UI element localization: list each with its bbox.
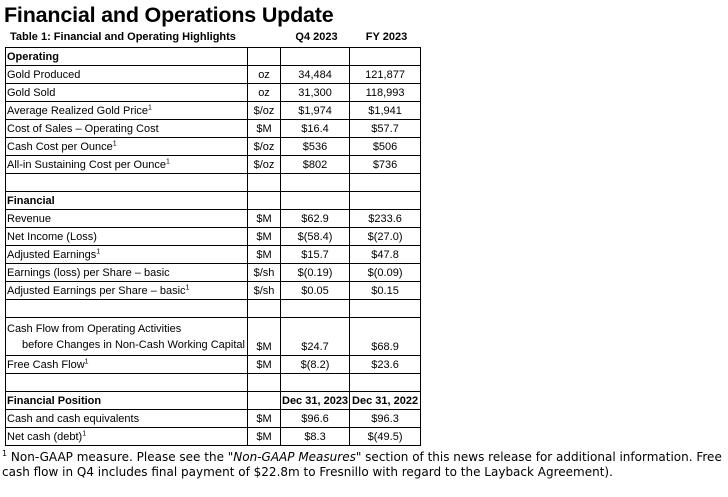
q4-2023-value-cell: $62.9 — [281, 210, 350, 228]
fy-2023-value-cell: 121,877 — [350, 66, 421, 84]
q4-2023-value-cell: $802 — [281, 156, 350, 174]
fy-2023-value-cell: $96.3 — [350, 410, 421, 428]
row-label-cell: Average Realized Gold Price$^1$ — [6, 102, 248, 120]
fy-2023-value-cell: 118,993 — [350, 84, 421, 102]
unit-cell: $/oz — [248, 102, 281, 120]
q4-2023-value-cell: $8.3 — [281, 428, 350, 446]
row-label-cell: All-in Sustaining Cost per Ounce$^1$ — [6, 156, 248, 174]
q4-2023-value-cell — [281, 374, 350, 392]
footnote-marker: 1 — [84, 357, 89, 365]
footnote-italic-text: Non-GAAP Measures — [233, 450, 356, 464]
table-row — [6, 318, 421, 356]
table-header-row — [5, 30, 728, 47]
table-row — [6, 192, 421, 210]
footnote-marker: 1 — [112, 139, 117, 147]
footnote-text: Non-GAAP measure. Please see the " — [7, 450, 234, 464]
row-label-line1: Cash Flow from Operating Activities — [7, 322, 182, 335]
footnote-text: " section of this news release for additional information. Free cash flow in Q4 includes final payment of $22.8m to Fresnillo with regard to the Layback Agreement). — [2, 450, 722, 479]
unit-cell — [248, 300, 281, 318]
unit-cell: $/sh — [248, 282, 281, 300]
row-label-cell: Cash and cash equivalents — [6, 410, 248, 428]
footnote-marker: 1 — [96, 247, 101, 255]
row-label-cell: Adjusted Earnings per Share – basic$^1$ — [6, 282, 248, 300]
unit-cell: $M — [248, 120, 281, 138]
fy-2023-value-cell: Dec 31, 2022 — [350, 392, 421, 410]
fy-2023-value-cell: $57.7 — [350, 120, 421, 138]
fy-2023-value-cell: $233.6 — [350, 210, 421, 228]
fy-2023-value-cell: $506 — [350, 138, 421, 156]
table-row — [6, 264, 421, 282]
fy-2023-value-cell: $(27.0) — [350, 228, 421, 246]
page-title: Financial and Operations Update — [4, 3, 334, 27]
unit-cell — [248, 374, 281, 392]
q4-2023-value-cell: 31,300 — [281, 84, 350, 102]
footnote — [2, 450, 724, 480]
unit-cell: oz — [248, 84, 281, 102]
fy-2023-value-cell: $1,941 — [350, 102, 421, 120]
row-label-cell — [6, 300, 248, 318]
fy-2023-value-cell: $47.8 — [350, 246, 421, 264]
unit-cell: $M — [248, 356, 281, 374]
fy-2023-value-cell: $(49.5) — [350, 428, 421, 446]
table-row — [6, 174, 421, 192]
row-label-cell: Cost of Sales – Operating Cost — [6, 120, 248, 138]
q4-2023-value-cell: $536 — [281, 138, 350, 156]
table-row — [6, 228, 421, 246]
table-row — [6, 84, 421, 102]
table-row — [6, 156, 421, 174]
fy-2023-value-cell — [350, 374, 421, 392]
financial-table-area — [5, 30, 728, 446]
row-label-cell — [6, 318, 248, 356]
footnote-marker: 1 — [2, 449, 8, 458]
q4-2023-value-cell: $(0.19) — [281, 264, 350, 282]
unit-cell: $/oz — [248, 138, 281, 156]
column-header-q4-2023: Q4 2023 — [295, 31, 338, 43]
unit-cell — [248, 48, 281, 66]
footnote-marker: 1 — [185, 283, 190, 291]
fy-2023-value-cell: $0.15 — [350, 282, 421, 300]
table-row — [6, 428, 421, 446]
unit-cell — [248, 392, 281, 410]
table-row — [6, 48, 421, 66]
table-caption: Table 1: Financial and Operating Highlights — [10, 31, 236, 43]
unit-cell: $M — [248, 428, 281, 446]
footnote-marker: 1 — [148, 103, 152, 111]
table-row — [6, 300, 421, 318]
q4-2023-value-cell: Dec 31, 2023 — [281, 392, 350, 410]
row-label-cell: Net cash (debt)$^1$ — [6, 428, 248, 446]
row-label-cell: Financial Position — [6, 392, 248, 410]
column-header-fy-2023: FY 2023 — [365, 31, 408, 43]
table-row — [6, 102, 421, 120]
fy-2023-value-cell — [350, 174, 421, 192]
unit-cell: oz — [248, 66, 281, 84]
row-label-cell: Earnings (loss) per Share – basic — [6, 264, 248, 282]
fy-2023-value-cell: $736 — [350, 156, 421, 174]
table-row — [6, 210, 421, 228]
row-label-cell: Revenue — [6, 210, 248, 228]
q4-2023-value-cell: $96.6 — [281, 410, 350, 428]
fy-2023-value-cell — [350, 300, 421, 318]
q4-2023-value-cell: $16.4 — [281, 120, 350, 138]
fy-2023-value-cell: $68.9 — [350, 318, 421, 356]
financial-highlights-table — [5, 47, 421, 446]
q4-2023-value-cell: $(58.4) — [281, 228, 350, 246]
table-row — [6, 410, 421, 428]
table-row — [6, 120, 421, 138]
q4-2023-value-cell: $15.7 — [281, 246, 350, 264]
unit-cell: $/oz — [248, 156, 281, 174]
table-row — [6, 246, 421, 264]
row-label-cell: Operating — [6, 48, 248, 66]
unit-cell: $M — [248, 410, 281, 428]
unit-cell — [248, 192, 281, 210]
row-label-line2: before Changes in Non-Cash Working Capital — [22, 338, 245, 351]
table-row — [6, 66, 421, 84]
footnote-marker: 1 — [165, 157, 170, 165]
table-row — [6, 282, 421, 300]
q4-2023-value-cell — [281, 174, 350, 192]
row-label-cell: Financial — [6, 192, 248, 210]
table-row — [6, 138, 421, 156]
q4-2023-value-cell — [281, 300, 350, 318]
table-row — [6, 356, 421, 374]
unit-cell: $M — [248, 246, 281, 264]
row-label-cell: Gold Sold — [6, 84, 248, 102]
fy-2023-value-cell: $23.6 — [350, 356, 421, 374]
q4-2023-value-cell — [281, 48, 350, 66]
footnote-marker: 1 — [82, 429, 87, 437]
q4-2023-value-cell — [281, 192, 350, 210]
table-row — [6, 392, 421, 410]
q4-2023-value-cell: $0.05 — [281, 282, 350, 300]
news-release-page — [0, 2, 728, 497]
table-row — [6, 374, 421, 392]
row-label-cell — [6, 374, 248, 392]
row-label-cell: Gold Produced — [6, 66, 248, 84]
q4-2023-value-cell: 34,484 — [281, 66, 350, 84]
unit-cell: $M — [248, 228, 281, 246]
fy-2023-value-cell — [350, 192, 421, 210]
fy-2023-value-cell — [350, 48, 421, 66]
unit-cell: $M — [248, 318, 281, 356]
fy-2023-value-cell: $(0.09) — [350, 264, 421, 282]
row-label-cell: Net Income (Loss) — [6, 228, 248, 246]
q4-2023-value-cell: $1,974 — [281, 102, 350, 120]
q4-2023-value-cell: $(8.2) — [281, 356, 350, 374]
q4-2023-value-cell: $24.7 — [281, 318, 350, 356]
row-label-cell — [6, 174, 248, 192]
row-label-cell: Cash Cost per Ounce$^1$ — [6, 138, 248, 156]
row-label-cell: Adjusted Earnings$^1$ — [6, 246, 248, 264]
row-label-cell: Free Cash Flow$^1$ — [6, 356, 248, 374]
unit-cell — [248, 174, 281, 192]
unit-cell: $M — [248, 210, 281, 228]
table-body — [6, 48, 421, 446]
unit-cell: $/sh — [248, 264, 281, 282]
